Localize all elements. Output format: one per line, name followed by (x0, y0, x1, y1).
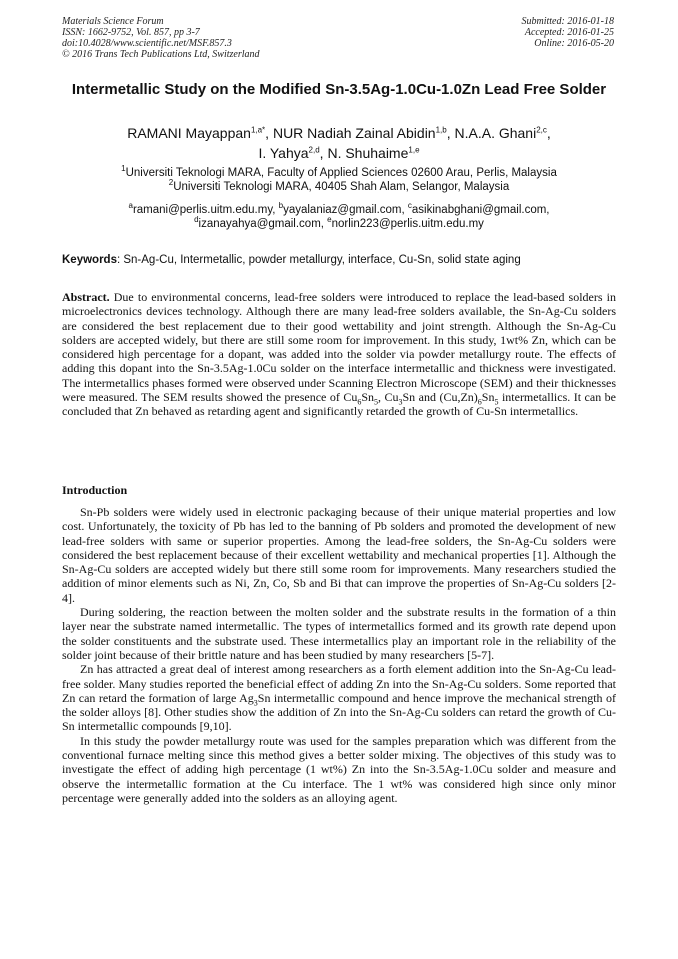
paragraph: During soldering, the reaction between the molten solder and the substrate results in the formation of a thin layer near the substrate named intermetallic. The types of intermetallics formed and its growth rate depend upon the solder constituents and the substrate used. These intermetallics play an important role in the reliability of the solder joint because of their brittle nature and has been studied by many researchers [5-7]. (62, 605, 616, 662)
keywords-text: : Sn-Ag-Cu, Intermetallic, powder metallurgy, interface, Cu-Sn, solid state aging (116, 254, 521, 266)
email-mark: b (278, 201, 284, 211)
email-mark: d (194, 215, 199, 225)
author-separator: , (446, 125, 455, 141)
author-affiliation-mark: 1,a* (250, 125, 266, 135)
submitted-date: Submitted: 2016-01-18 (521, 16, 614, 27)
submission-dates (522, 16, 615, 49)
paragraph: Sn-Pb solders were widely used in electronic packaging because of their unique material properties and low cost. Unfortunately, the toxicity of Pb has led to the banning of Pb solders and promoted the development of new lead-free solders with same or superior properties. Among the lead-free solders, the Sn-Ag-Cu solders were considered the best replacement because of their excellent wettability and mechanical properties [1]. Although the Sn-Ag-Cu solders are accepted widely but there still some room for improvements. Many researchers studied the addition of minor elements such as Ni, Zn, Co, Sb and Bi that can improve the properties of Sn-Ag-Cu solders [2-4]. (62, 505, 616, 605)
abstract-text: Sn and (Cu,Zn) (402, 390, 478, 405)
affiliation-text: Universiti Teknologi MARA, 40405 Shah Alam, Selangor, Malaysia (173, 181, 510, 193)
author-separator: , (319, 145, 328, 161)
author-list (62, 123, 616, 163)
issn-line: ISSN: 1662-9752, Vol. 857, pp 3-7 (62, 27, 200, 38)
author-emails (62, 203, 616, 231)
subscript: 3 (253, 698, 258, 708)
email-address[interactable]: yayalaniaz@gmail.com, (283, 204, 408, 216)
email-address[interactable]: izanayahya@gmail.com, (198, 218, 328, 230)
author-name: N. Shuhaime (327, 145, 409, 161)
abstract-label: Abstract. (62, 290, 110, 304)
copyright-line: © 2016 Trans Tech Publications Ltd, Switzerland (62, 49, 260, 60)
author-name: I. Yahya (258, 145, 309, 161)
keywords (62, 253, 616, 267)
journal-name: Materials Science Forum (62, 16, 164, 27)
accepted-date: Accepted: 2016-01-25 (524, 27, 614, 38)
abstract-text: Due to environmental concerns, lead-free solders were introduced to replace the lead-based solders in microelectronics devices technology. Although there are many lead-free solders available, the Sn-Ag-Cu solders are considered the best replacement due to their good wettability and joint strength. Although the Sn-Ag-Cu solders are accepted widely, but there are still some room for improvement. In this study, 1wt% Zn, which can be considered high percentage for a dopant, was added into the solder via powder metallurgy route. The effects of adding this dopant into the Sn-3.5Ag-1.0Cu solder on the interface intermetallic and thickness were investigated. The intermetallics phases formed were observed under Scanning Electron Microscope (SEM) and their thicknesses were measured. The SEM results showed the presence of Cu (62, 290, 616, 405)
abstract-text: intermetallics. It can be concluded that Zn behaved as retarding agent and significantly retarded the growth of Cu-Sn intermetallics. (62, 390, 616, 419)
online-date: Online: 2016-05-20 (534, 38, 614, 49)
paragraph-text: Zn has attracted a great deal of interest among researchers as a forth element addition into the Sn-Ag-Cu lead-free solder. Many studies reported the beneficial effect of adding Zn into the Sn-Ag-Cu solders. Some reported that Zn can retard the formation of large Ag (62, 662, 616, 705)
author-separator: , (265, 125, 273, 141)
abstract-text: Sn (361, 390, 375, 405)
journal-info (62, 16, 260, 60)
email-address[interactable]: asikinabghani@gmail.com, (411, 204, 550, 216)
doi-line[interactable]: doi:10.4028/www.scientific.net/MSF.857.3 (62, 38, 232, 49)
affiliation-text: Universiti Teknologi MARA, Faculty of Applied Sciences 02600 Arau, Perlis, Malaysia (125, 167, 557, 179)
subscript: 6 (477, 397, 482, 407)
paper-title: Intermetallic Study on the Modified Sn-3.5Ag-1.0Cu-1.0Zn Lead Free Solder (71, 81, 607, 98)
paragraph (62, 662, 616, 733)
abstract-text: , Cu (378, 390, 399, 405)
section-heading-introduction: Introduction (62, 483, 128, 497)
author-affiliation-mark: 1,b (435, 125, 447, 135)
affiliations (62, 166, 616, 194)
email-address[interactable]: norlin223@perlis.uitm.edu.my (331, 218, 484, 230)
abstract (62, 290, 616, 419)
keywords-label: Keywords (62, 254, 117, 266)
subscript: 3 (398, 397, 403, 407)
subscript: 6 (357, 397, 362, 407)
affiliation-mark: 2 (168, 178, 174, 188)
author-name: N.A.A. Ghani (454, 125, 537, 141)
author-separator: , (546, 125, 551, 141)
affiliation-line (62, 180, 616, 194)
subscript: 5 (374, 397, 379, 407)
email-address[interactable]: ramani@perlis.uitm.edu.my, (132, 204, 279, 216)
paragraph-text: Sn intermetallic compound and hence improve the mechanical strength of the solder alloys [8]. Other studies show the addition of Zn into the Sn-Ag-Cu solders can retard the growth of Cu-Sn intermetallic compounds [9,10]. (62, 690, 616, 734)
email-mark: c (407, 201, 412, 211)
author-name: NUR Nadiah Zainal Abidin (272, 125, 436, 141)
abstract-text: Sn (481, 390, 495, 405)
affiliation-line (62, 166, 616, 180)
paragraph: In this study the powder metallurgy route was used for the samples preparation which was different from the conventional furnace melting since this method gives a better solder mixing. The objectives of this study was to investigate the effect of adding high percentage (1 wt%) Zn into the Sn-3.5Ag-1.0Cu solder and measure and observe the intermetallic formation at the Cu interface. The 1 wt% was considered high since only minor percentage were generally added into the solders as an alloying agent. (62, 733, 616, 805)
affiliation-mark: 1 (121, 164, 126, 174)
email-mark: e (327, 215, 332, 225)
author-affiliation-mark: 1,e (408, 145, 420, 155)
author-affiliation-mark: 2,d (308, 145, 320, 155)
email-mark: a (128, 201, 133, 211)
author-name: RAMANI Mayappan (127, 125, 251, 141)
author-affiliation-mark: 2,c (536, 125, 547, 135)
introduction-body (62, 505, 616, 805)
subscript: 5 (494, 397, 499, 407)
